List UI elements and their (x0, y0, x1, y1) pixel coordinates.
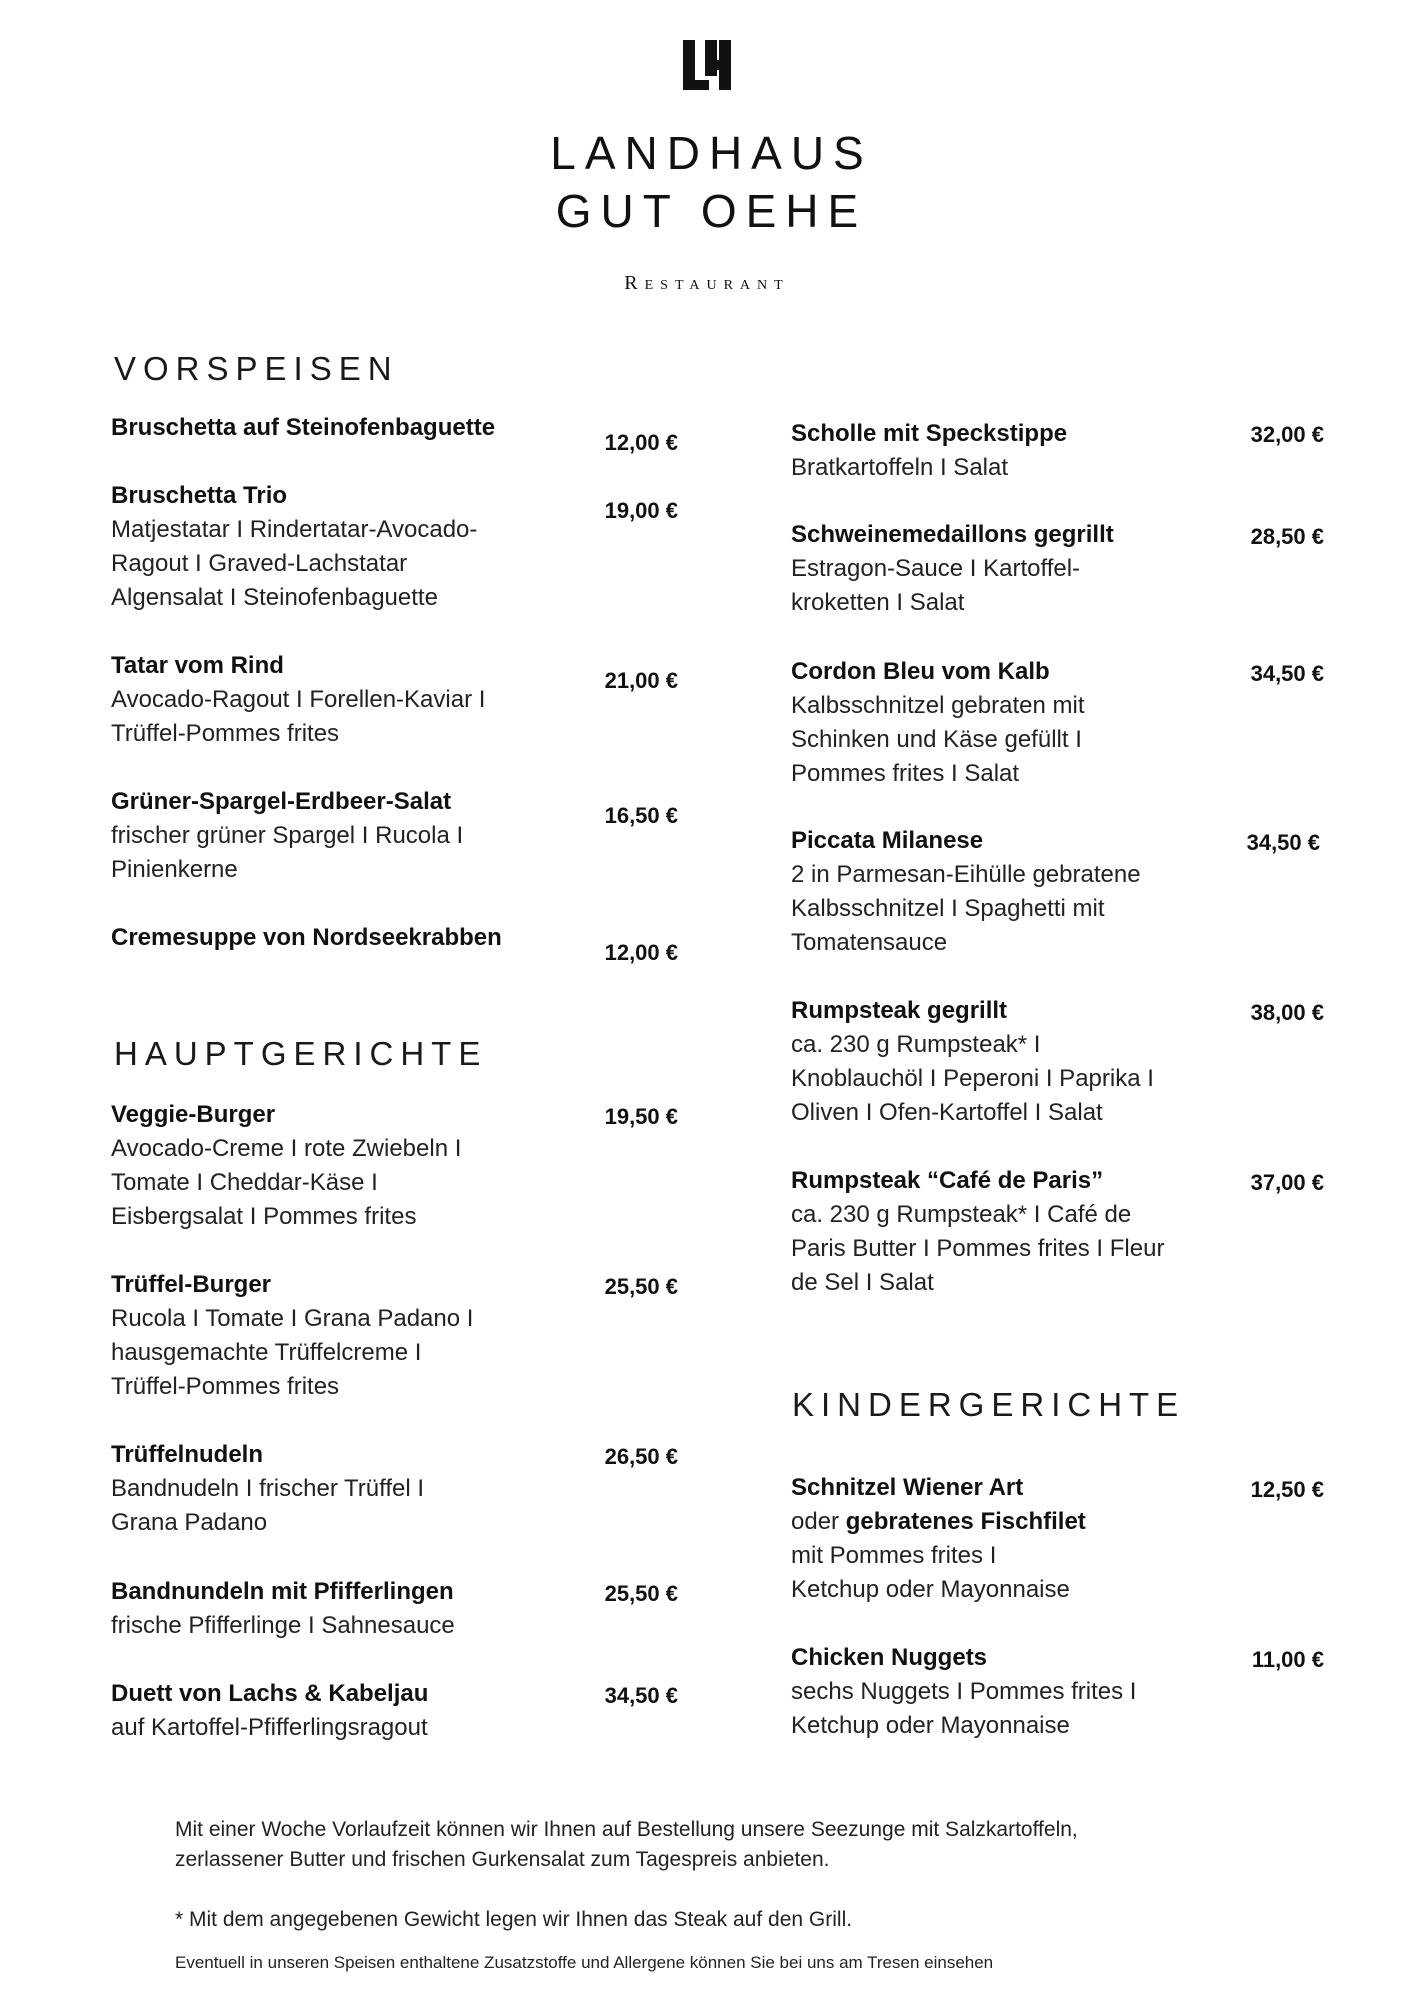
footer-note-seezunge (175, 1815, 1235, 1875)
item-price: 34,50 € (1250, 661, 1324, 686)
menu-item-schnitzel (791, 1471, 1086, 1607)
item-description: Trüffel-Pommes frites (111, 720, 340, 747)
menu-item-chicken-nuggets (791, 1641, 1136, 1743)
item-price: 25,50 € (604, 1274, 678, 1299)
item-name: Veggie-Burger (111, 1101, 276, 1128)
item-description: ca. 230 g Rumpsteak* I (791, 1031, 1041, 1058)
item-description: Ketchup oder Mayonnaise (791, 1712, 1070, 1739)
item-price: 12,50 € (1250, 1477, 1324, 1502)
item-description: Eisbergsalat I Pommes frites (111, 1203, 417, 1230)
item-description: mit Pommes frites I (791, 1542, 997, 1569)
subtitle-cap: R (624, 272, 645, 294)
section-title-hauptgerichte: HAUPTGERICHTE (114, 1035, 488, 1072)
item-description: hausgemachte Trüffelcreme I (111, 1339, 422, 1366)
item-description: Tomate I Cheddar-Käse I (111, 1169, 378, 1196)
brand-line-1: LANDHAUS (550, 127, 873, 179)
item-name: Piccata Milanese (791, 827, 984, 854)
item-price: 12,00 € (604, 940, 678, 965)
menu-item-bruschetta-trio (111, 479, 477, 615)
menu-item-bruschetta (111, 411, 495, 445)
item-name: Trüffel-Burger (111, 1271, 272, 1298)
restaurant-subtitle (0, 272, 1414, 295)
menu-item-trueffel-burger (111, 1268, 473, 1404)
restaurant-logo (0, 36, 1414, 92)
item-name: Grüner-Spargel-Erdbeer-Salat (111, 788, 452, 815)
item-price: 19,00 € (604, 498, 678, 523)
item-description: Pommes frites I Salat (791, 760, 1020, 787)
menu-item-duett (111, 1677, 428, 1745)
item-price: 16,50 € (604, 803, 678, 828)
item-name: Cremesuppe von Nordseekrabben (111, 924, 502, 951)
item-description: de Sel I Salat (791, 1269, 934, 1296)
item-description: frischer grüner Spargel I Rucola I (111, 822, 464, 849)
item-description: frische Pfifferlinge I Sahnesauce (111, 1612, 455, 1639)
item-price: 25,50 € (604, 1581, 678, 1606)
item-name: Schnitzel Wiener Art (791, 1474, 1024, 1501)
menu-item-cordon-bleu (791, 655, 1084, 791)
menu-item-veggie-burger (111, 1098, 461, 1234)
item-price: 32,00 € (1250, 422, 1324, 447)
item-name: Duett von Lachs & Kabeljau (111, 1680, 429, 1707)
restaurant-name (0, 124, 1414, 240)
footer-note-steak-weight: * Mit dem angegebenen Gewicht legen wir Ihnen das Steak auf den Grill. (175, 1908, 853, 1931)
item-price: 11,00 € (1251, 1647, 1324, 1672)
item-price: 21,00 € (604, 668, 678, 693)
menu-item-piccata (791, 824, 1141, 960)
item-description: Bandnudeln I frischer Trüffel I (111, 1475, 425, 1502)
item-description: Ketchup oder Mayonnaise (791, 1576, 1070, 1603)
item-description: Pinienkerne (111, 856, 238, 883)
item-price: 34,50 € (604, 1683, 678, 1708)
item-description: Ragout I Graved-Lachstatar (111, 550, 408, 577)
menu-item-pfifferlinge (111, 1575, 455, 1643)
item-description: Avocado-Creme I rote Zwiebeln I (111, 1135, 462, 1162)
item-description: Knoblauchöl I Peperoni I Paprika I (791, 1065, 1154, 1092)
footer-note-allergens: Eventuell in unseren Speisen enthaltene Zusatzstoffe und Allergene können Sie bei uns am Tresen einsehen (175, 1953, 994, 1972)
lh-monogram-icon (679, 36, 735, 92)
item-price: 28,50 € (1250, 524, 1324, 549)
item-description-bold: gebratenes Fischfilet (845, 1508, 1086, 1535)
item-description: kroketten I Salat (791, 589, 965, 616)
menu-item-cremesuppe (111, 921, 502, 955)
item-name: Bruschetta auf Steinofenbaguette (111, 414, 496, 441)
item-name: Bandnundeln mit Pfifferlingen (111, 1578, 454, 1605)
item-description: Paris Butter I Pommes frites I Fleur (791, 1235, 1165, 1262)
item-name: Bruschetta Trio (111, 482, 288, 509)
menu-item-rumpsteak (791, 994, 1154, 1130)
item-price: 38,00 € (1250, 1000, 1324, 1025)
item-price: 34,50 € (1246, 830, 1320, 855)
menu-item-rumpsteak-cafe-de-paris (791, 1164, 1164, 1300)
item-description: sechs Nuggets I Pommes frites I (791, 1678, 1137, 1705)
item-description: Trüffel-Pommes frites (111, 1373, 340, 1400)
item-price: 37,00 € (1250, 1170, 1324, 1195)
item-name: Rumpsteak “Café de Paris” (791, 1167, 1104, 1194)
item-name: Chicken Nuggets (791, 1644, 988, 1671)
menu-item-trueffelnudeln (111, 1438, 424, 1540)
item-description: Grana Padano (111, 1509, 268, 1536)
menu-item-schweinemedaillons (791, 518, 1114, 620)
item-description: Oliven I Ofen-Kartoffel I Salat (791, 1099, 1103, 1126)
item-name: Tatar vom Rind (111, 652, 284, 679)
item-description: 2 in Parmesan-Eihülle gebratene (791, 861, 1141, 888)
subtitle-rest: ESTAURANT (644, 278, 790, 293)
item-description: ca. 230 g Rumpsteak* I Café de (791, 1201, 1132, 1228)
item-name: Cordon Bleu vom Kalb (791, 658, 1050, 685)
section-title-kindergerichte: KINDERGERICHTE (792, 1386, 1186, 1423)
item-price: 26,50 € (604, 1444, 678, 1469)
item-description: Matjestatar I Rindertatar-Avocado- (111, 516, 478, 543)
item-description: auf Kartoffel-Pfifferlingsragout (111, 1714, 428, 1741)
item-price: 12,00 € (604, 430, 678, 455)
item-description: Estragon-Sauce I Kartoffel- (791, 555, 1081, 582)
menu-item-tatar (111, 649, 485, 751)
item-name: Trüffelnudeln (111, 1441, 263, 1468)
footer-note-line: zerlassener Butter und frischen Gurkensalat zum Tagespreis anbieten. (175, 1848, 830, 1871)
footer-note-line: Mit einer Woche Vorlaufzeit können wir Ihnen auf Bestellung unsere Seezunge mit Salzkartoffeln, (175, 1818, 1078, 1841)
item-description-prefix: oder (791, 1508, 840, 1535)
item-description: Rucola I Tomate I Grana Padano I (111, 1305, 474, 1332)
menu-item-scholle (791, 417, 1067, 485)
item-name: Rumpsteak gegrillt (791, 997, 1008, 1024)
item-description: Tomatensauce (791, 929, 948, 956)
item-name: Scholle mit Speckstippe (791, 420, 1068, 447)
item-description (791, 1505, 1086, 1539)
item-description: Bratkartoffeln I Salat (791, 454, 1009, 481)
item-description: Kalbsschnitzel I Spaghetti mit (791, 895, 1105, 922)
item-description: Algensalat I Steinofenbaguette (111, 584, 438, 611)
item-description: Avocado-Ragout I Forellen-Kaviar I (111, 686, 486, 713)
item-description: Kalbsschnitzel gebraten mit (791, 692, 1085, 719)
menu-item-spargel-salat (111, 785, 463, 887)
item-description: Schinken und Käse gefüllt I (791, 726, 1082, 753)
item-name: Schweinemedaillons gegrillt (791, 521, 1114, 548)
item-price: 19,50 € (604, 1104, 678, 1129)
section-title-vorspeisen: VORSPEISEN (114, 350, 399, 387)
brand-line-2: GUT OEHE (555, 185, 868, 237)
